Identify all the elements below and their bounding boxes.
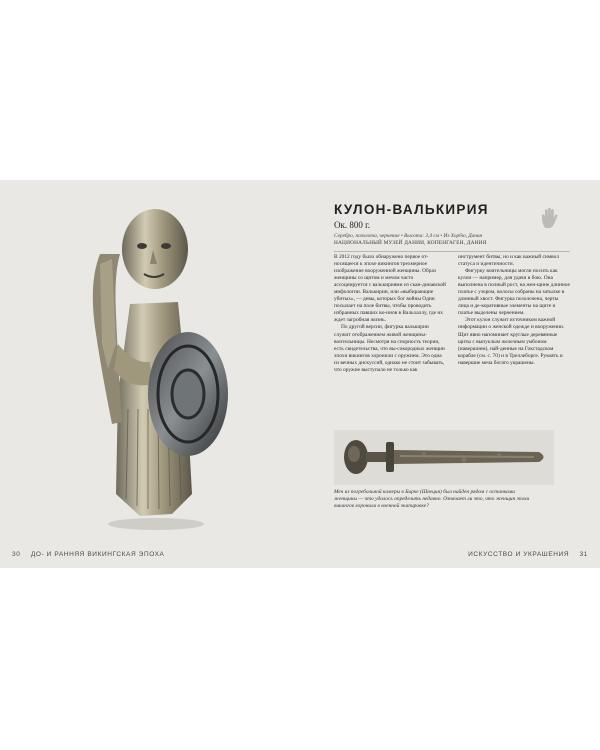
image-caption: Меч из погребальной камеры в Бирке (Швеция) был найден рядом с останками женщины — что удалось определить недавно. Означает ли это, что женщин эпохи викингов хоронили в военной экипировке? bbox=[334, 489, 530, 509]
page-number-right: 31 bbox=[579, 551, 588, 558]
paragraph: инструмент битвы, но и как важный символ статуса и идентичности. bbox=[458, 254, 559, 268]
valkyrie-pendant-image bbox=[60, 194, 240, 534]
running-head-right: ИСКУССТВО И УКРАШЕНИЯ bbox=[468, 551, 570, 558]
paragraph: Этот кулон служит источником важной информации о женской одежде и вооружении. Щит явно напоминает круглые деревянные щиты с выпуклым железным умбоном (навершием), най-денные на Гокстадском корабле (см. с. 70) и в Треллеборге. Рукоять и навершие меча богато украшены. bbox=[458, 317, 565, 366]
artifact-date: Ок. 800 г. bbox=[334, 220, 371, 230]
left-footer bbox=[12, 551, 164, 558]
left-page bbox=[0, 180, 300, 568]
text-column-2 bbox=[458, 254, 570, 367]
paragraph: По другой версии, фигурка валькирии служит отображением живой женщины-воительницы. Несмотря на спорность теории, есть свидетельства, что вы-сокородных женщин эпохи викингов хоронили с оружием. Это одна из вечных дискуссий, однако не стоит забывать, что оружие выступало не только как bbox=[334, 324, 445, 373]
right-footer bbox=[468, 551, 588, 558]
museum-credit: НАЦИОНАЛЬНЫЙ МУЗЕЙ ДАНИИ, КОПЕНГАГЕН, ДАНИЯ bbox=[334, 240, 487, 246]
title-divider bbox=[334, 251, 570, 252]
paragraph: В 2012 году было обнаружено первое от-носящееся к эпохе викингов трехмерное изображение вооруженной женщины. Образ женщины со щитом и мечом часто ассоциируется с валькириями из скан-динавской мифологии. Валькирии, или «выбирающие убитых», — девы, которых бог войны Один посылает на поле битвы, чтобы проводить избранных павших во-инов в Вальхаллу, где их ждет загробная жизнь. bbox=[334, 254, 446, 324]
page-number-left: 30 bbox=[12, 551, 21, 558]
text-column-1 bbox=[334, 254, 446, 374]
article-title: КУЛОН-ВАЛЬКИРИЯ bbox=[334, 202, 489, 217]
book-spread bbox=[0, 180, 600, 568]
running-head-left: ДО- И РАННЯЯ ВИКИНГСКАЯ ЭПОХА bbox=[30, 551, 165, 558]
right-page bbox=[300, 180, 600, 568]
paragraph: Фигурку воительницы могли носить как кулон — например, для удачи в бою. Она выполнена в полный рост, на жен-щине длинное платье с узором, волосы собраны на затылке в длинный хвост. Фигурка позолочена, черты лица и де-коративные элементы на щите и платье выделены чернением. bbox=[458, 268, 570, 317]
sword-image bbox=[334, 430, 554, 485]
artifact-metadata: Серебро, позолота, чернение • Высота: 3,4 см • Из Хорбю, Дания bbox=[334, 233, 482, 239]
hand-icon bbox=[538, 206, 562, 230]
